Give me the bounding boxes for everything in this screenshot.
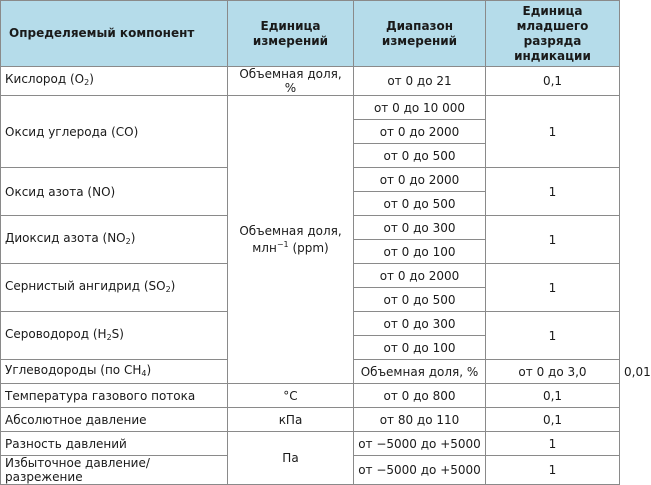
range-cell: от 0 до 100 (354, 240, 486, 264)
component-cell: Разность давлений (1, 432, 228, 456)
table-row (1, 67, 620, 96)
range-cell: от 0 до 500 (354, 288, 486, 312)
table-row: Углеводороды (по $CH_4$) Объемная доля, % от 0 до 3,0 0,01 (1, 360, 620, 384)
range-cell: от 0 до 500 (354, 192, 486, 216)
range-cell: от 0 до 21 (354, 67, 486, 96)
resolution-cell: 1 (486, 264, 620, 312)
component-cell: Оксид азота (NO) (1, 168, 228, 216)
range-cell: от 0 до 100 (354, 336, 486, 360)
resolution-cell: 1 (486, 432, 620, 456)
header-row (1, 1, 620, 67)
resolution-cell: 1 (486, 456, 620, 485)
range-cell: от 0 до 300 (354, 216, 486, 240)
resolution-cell: 0,1 (486, 408, 620, 432)
range-cell: от 0 до 10 000 (354, 96, 486, 120)
unit-cell: °C (228, 384, 354, 408)
range-cell: от 0 до 2000 (354, 120, 486, 144)
unit-cell: кПа (228, 408, 354, 432)
header-component: Определяемый компонент (1, 1, 228, 67)
range-cell: от 0 до 2000 (354, 264, 486, 288)
range-cell: от 0 до 500 (354, 144, 486, 168)
range-cell: от 80 до 110 (354, 408, 486, 432)
unit-cell-ppm: Объемная доля, млн$^{-1}$ (ppm) (228, 96, 354, 384)
header-unit: Единица измерений (228, 1, 354, 67)
resolution-cell: 0,1 (486, 67, 620, 96)
component-cell: Температура газового потока (1, 384, 228, 408)
range-cell: от 0 до 3,0 (486, 360, 620, 384)
resolution-cell: 1 (486, 96, 620, 168)
unit-cell-pa: Па (228, 432, 354, 485)
range-cell: от 0 до 800 (354, 384, 486, 408)
resolution-cell: 1 (486, 312, 620, 360)
unit-cell: Объемная доля, % (228, 67, 354, 96)
table-row (1, 384, 620, 408)
component-cell: Сернистый ангидрид $(SO_2)$ (1, 264, 228, 312)
component-cell: Сероводород $(H_2S)$ (1, 312, 228, 360)
range-cell: от −5000 до +5000 (354, 456, 486, 485)
unit-cell: Объемная доля, % (354, 360, 486, 384)
resolution-cell: 1 (486, 216, 620, 264)
resolution-cell: 1 (486, 168, 620, 216)
component-cell: Избыточное давление/разрежение (1, 456, 228, 485)
table-row (1, 408, 620, 432)
table-row (1, 96, 620, 120)
resolution-cell: 0,1 (486, 384, 620, 408)
component-cell: Оксид углерода (CO) (1, 96, 228, 168)
range-cell: от 0 до 300 (354, 312, 486, 336)
range-cell: от −5000 до +5000 (354, 432, 486, 456)
header-resolution: Единица младшего разряда индикации (486, 1, 620, 67)
component-cell: Углеводороды (по $CH_4$) (1, 360, 228, 384)
header-range: Диапазон измерений (354, 1, 486, 67)
component-cell: Кислород $(O_2)$ (1, 67, 228, 96)
table-row (1, 432, 620, 456)
component-cell: Диоксид азота $(NO_2)$ (1, 216, 228, 264)
range-cell: от 0 до 2000 (354, 168, 486, 192)
component-cell: Абсолютное давление (1, 408, 228, 432)
